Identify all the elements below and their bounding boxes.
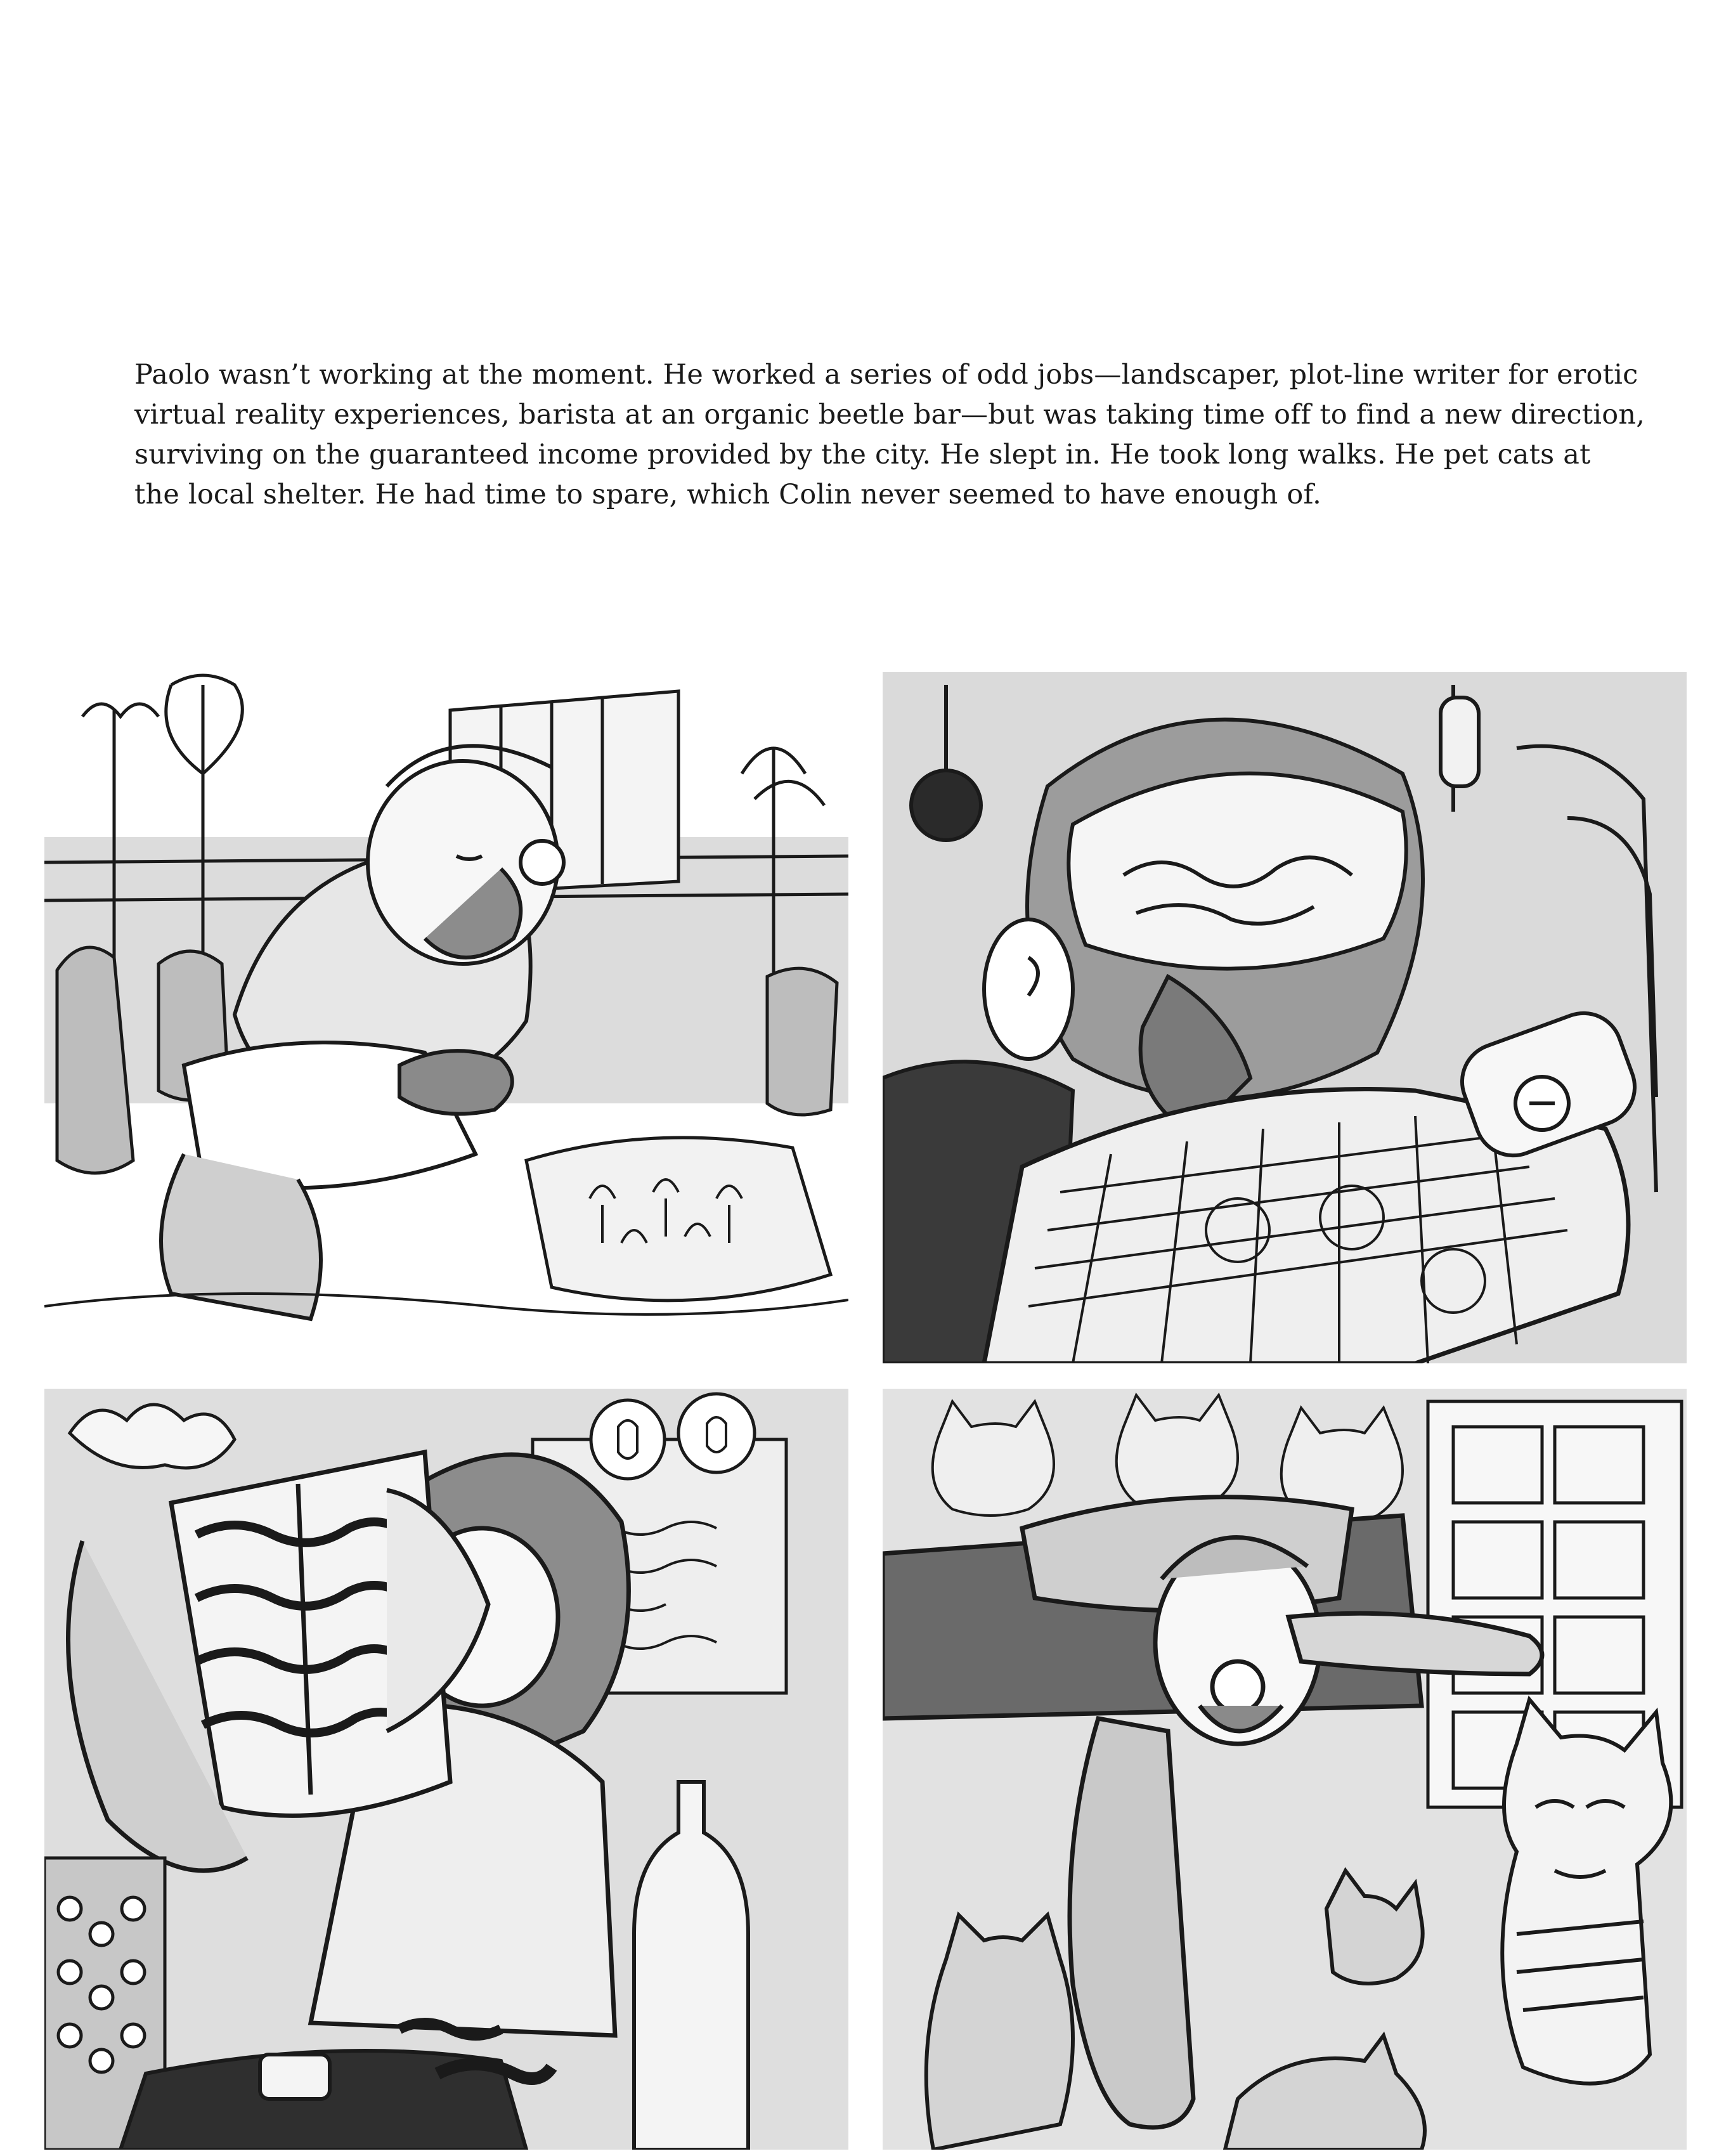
comic-panel-vr-writer (883, 672, 1687, 1363)
comic-panel-cat-shelter (883, 1389, 1687, 2150)
narration-text (134, 355, 1645, 515)
narration-line: the local shelter. He had time to spare, which Colin never seemed to have enough of. (134, 479, 1321, 510)
narration-line: Paolo wasn’t working at the moment. He worked a series of odd jobs—landscaper, plot-line writer for erotic (134, 359, 1638, 391)
comic-panel-beetle-bar (44, 1389, 848, 2150)
sensor-ball-icon (911, 770, 981, 840)
narration-line: surviving on the guaranteed income provided by the city. He slept in. He took long walks. He pet cats at (134, 439, 1591, 471)
beetle-bar-illustration (44, 1389, 848, 2150)
landscaper-illustration (44, 672, 848, 1363)
cat-shelter-illustration (883, 1389, 1687, 2150)
narration-line: virtual reality experiences, barista at an organic beetle bar—but was taking time off to find a new direction, (134, 399, 1645, 431)
comic-panel-landscaper (44, 672, 848, 1363)
vr-headset-illustration (883, 672, 1687, 1363)
